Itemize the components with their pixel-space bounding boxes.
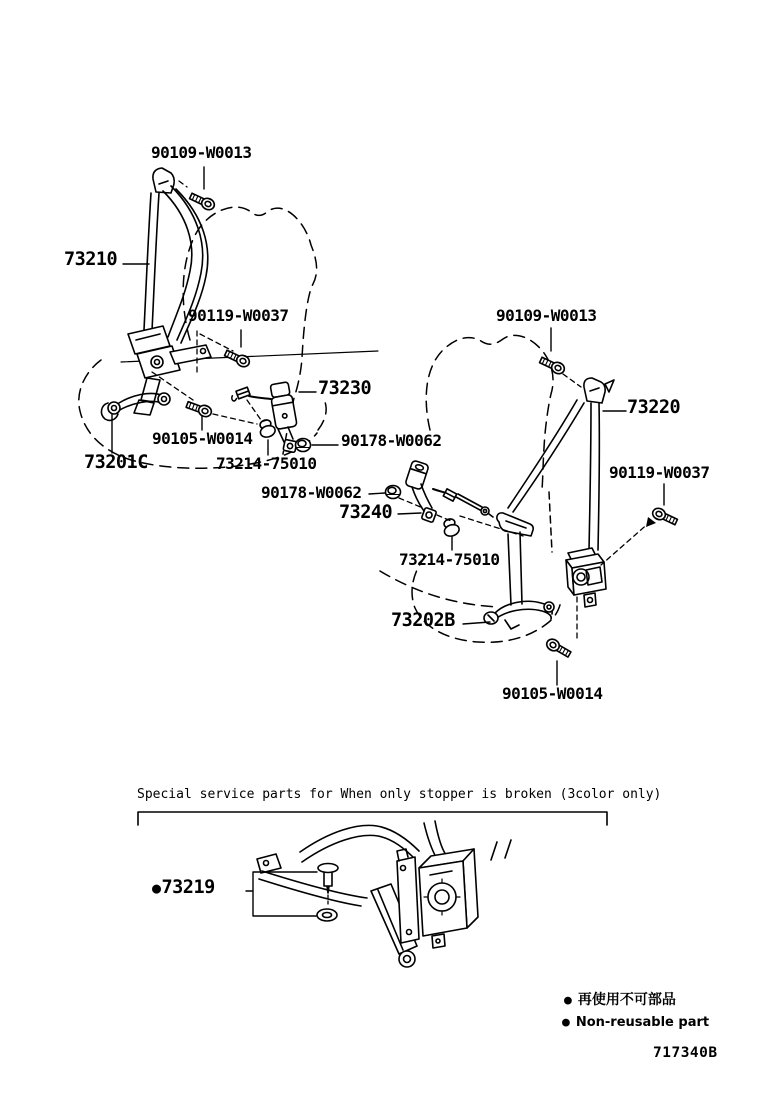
callout-90109-w0013-right: 90109-W0013: [496, 306, 597, 325]
callout-73220: 73220: [627, 397, 681, 418]
nut-90178-upper-icon: [296, 439, 311, 452]
bolt-90119-right-icon: [651, 506, 679, 527]
legend-jp-row: [564, 993, 676, 1007]
callout-73219-number: 73219: [161, 877, 215, 898]
callout-90178-w0062-lower: 90178-W0062: [261, 483, 362, 502]
special-belt-drawing: [257, 821, 511, 967]
callout-73240: 73240: [339, 502, 393, 523]
non-reusable-bullet-icon: ●: [562, 1015, 570, 1030]
callout-73230: 73230: [318, 378, 372, 399]
callout-73210: 73210: [64, 249, 118, 270]
callout-73214-75010-left: 73214-75010: [216, 454, 317, 473]
callout-73214-75010-right: 73214-75010: [399, 550, 500, 569]
section-bracket: [138, 812, 607, 825]
bolt-90105-right-icon: [545, 637, 573, 659]
nut-90178-lower-icon: [386, 486, 401, 499]
anchor-73202b-drawing: [484, 601, 554, 629]
callout-73219: [152, 879, 215, 898]
legend-en-row: [562, 1016, 709, 1029]
non-reusable-bullet-icon: ●: [564, 992, 572, 1008]
belt-73210-drawing: [128, 168, 211, 415]
callout-90109-w0013-left: 90109-W0013: [151, 143, 252, 162]
callout-90119-w0037-left: 90119-W0037: [188, 306, 289, 325]
belt-73220-drawing: [497, 378, 614, 607]
bolt-90105-left-icon: [185, 399, 213, 418]
special-section-title: Special service parts for When only stopper is broken (3color only): [137, 787, 662, 802]
non-reusable-bullet-icon: ●: [152, 879, 161, 897]
callout-73202b: 73202B: [391, 610, 455, 631]
leader-lines: [112, 167, 664, 916]
callout-90119-w0037-right: 90119-W0037: [609, 463, 710, 482]
right-seat-outline: [380, 335, 561, 642]
callout-90105-w0014-right: 90105-W0014: [502, 684, 603, 703]
figure-code: 717340B: [653, 1045, 718, 1061]
legend-en-label: Non-reusable part: [575, 1015, 710, 1030]
callout-90178-w0062-upper: 90178-W0062: [341, 431, 442, 450]
clip-73214-right-icon: [441, 517, 461, 538]
callout-90105-w0014-left: 90105-W0014: [152, 429, 253, 448]
legend-jp-label: 再使用不可部品: [577, 992, 676, 1008]
callout-73201c: 73201C: [84, 452, 148, 473]
bolt-90119-left-icon: [223, 348, 251, 369]
clip-73214-left-icon: [257, 418, 277, 439]
